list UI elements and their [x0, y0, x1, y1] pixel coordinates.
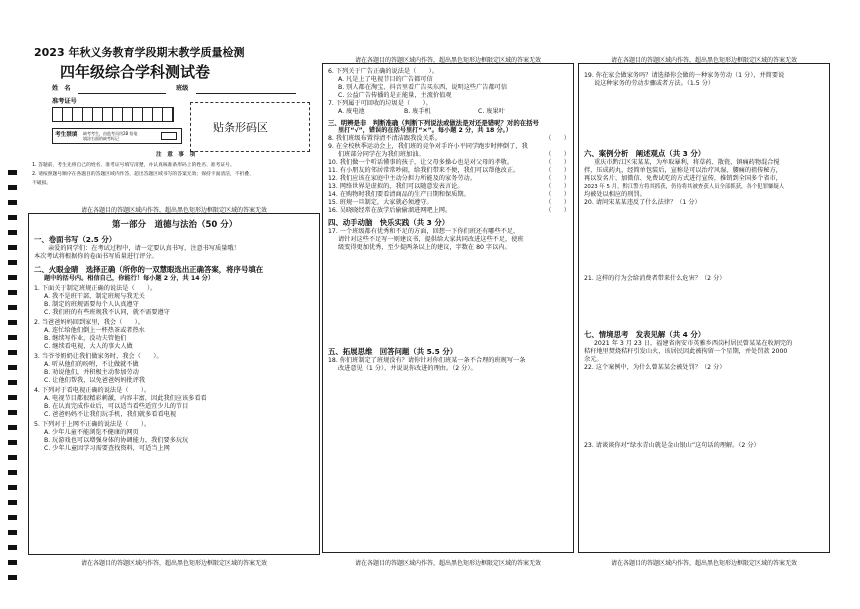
q7: 7. 下列属于可回收的垃圾是（ ）。	[328, 100, 432, 107]
absence-text1: 缺考考生，由监考员用2B 铅笔	[83, 131, 138, 136]
col3-notice-bottom: 请在各题目的答题区域内作答，超出黑色矩形边框限定区域的答案无效	[610, 560, 797, 567]
q5: 5. 下列对于上网不正确的说法是（ ）。	[34, 421, 151, 428]
case7-line1: 2021 年 3 月 23 日，福建省南安市英雅乡西岗村居民曾某某在收割完的	[594, 340, 793, 347]
q7-option-b: B. 废手机	[404, 108, 431, 115]
q1-option-b: B. 制定的班规需要每个人认真遵守	[44, 301, 139, 308]
q5-option-b: B. 玩游戏也可以增强身体的协调能力，我们要多玩玩	[44, 437, 189, 444]
q19-cont: 说这种家务的劳动步骤或者方法。（1.5 分）	[594, 80, 715, 87]
column-2-content	[328, 68, 570, 373]
col1-notice-top: 请在各题目的答题区域内作答，超出黑色矩形边框限定区域的答案无效	[80, 207, 267, 214]
q4-option-c: C. 爸爸妈妈不让我们玩手机，我们就多看看电视	[44, 411, 177, 418]
exam-number-label: 准考证号	[52, 98, 77, 105]
section-3-title-2: 里打“√”，错误的在括号里打“×”。每小题 2 分，共 18 分。）	[338, 127, 512, 134]
q1: 1. 下面关于制定班规正确的说法是（ ）。	[34, 285, 157, 292]
exam-header	[30, 40, 320, 200]
col1-notice-bottom: 请在各题目的答题区域内作答，超出黑色矩形边框限定区域的答案无效	[80, 560, 267, 567]
judge-16-paren[interactable]: （ ）	[545, 207, 570, 214]
judge-9-cont: 们班部分同学在为我们班加油。	[338, 151, 425, 158]
q21: 21. 这样的行为会给消费者带来什么危害？（2 分）	[584, 275, 726, 282]
q4-option-a: A. 电视节目都很精彩刺激，内容丰富，因此我们应该多看看	[44, 395, 207, 402]
col3-notice-top: 请在各题目的答题区域内作答，超出黑色矩形边框限定区域的答案无效	[610, 57, 797, 64]
q6-option-a: A. 凡是上了电视节目的广告都可信	[338, 76, 433, 83]
q5-option-a: A. 少年儿童不能浏览不健康的网页	[44, 429, 139, 436]
q5-option-c: C. 少年儿童因学习需要查找资料，可适当上网	[44, 445, 170, 452]
section-1-title: 一、卷面书写（2.5 分）	[34, 235, 117, 244]
q4: 4. 下列对于看电视正确的说法是（ ）。	[34, 387, 151, 394]
exam-title-line2: 四年级综合学科测试卷	[60, 63, 211, 81]
q3-option-c: C. 让他们帮我，以免爸爸妈妈批评我	[44, 377, 146, 384]
absence-text2: 填涂右面的缺考标记	[83, 136, 119, 141]
note-3: 不破损。	[32, 181, 52, 186]
case6-line3: 再以发名片、加微信、免费试吃的方式进行宣传，推销到全国多个省市，	[584, 175, 782, 182]
judge-15-paren[interactable]: （ ）	[545, 199, 570, 206]
q2: 2. 当爸爸妈妈回到家里，我会（ ）。	[34, 319, 144, 326]
s1-line1: 亲爱的同学们：在考试过程中，请一定要认真书写，注意书写质量哦！	[48, 245, 240, 252]
q6-option-b: B. 别人都在淘宝、抖音里看广告买东西，说明这些广告都可信	[338, 84, 508, 91]
q2-option-c: C. 继续看电视，大人的事大人做	[44, 343, 133, 350]
barcode-label: 贴条形码区	[213, 121, 268, 134]
case7-line3: 余元。	[584, 356, 603, 363]
case6-line4: 2023 年 5 月，黔江警方将其抓获，仍待将其被查获人员全部抓获，各个犯罪嫌疑人	[584, 184, 785, 190]
column-3-content	[584, 72, 826, 450]
judge-15: 15. 班规一旦制定，大家就必须遵守。	[328, 199, 433, 206]
judge-8: 8. 我们班级布置得清不清洁跟我没关系。	[328, 135, 442, 142]
judge-10-paren[interactable]: （ ）	[545, 159, 570, 166]
name-label: 姓 名	[52, 85, 71, 92]
judge-8-paren[interactable]: （ ）	[545, 135, 570, 142]
q7-option-c: C. 废果叶	[478, 108, 505, 115]
q20: 20. 请问宋某某违反了什么法律？（1 分）	[584, 199, 701, 206]
exam-title-line1: 2023 年秋义务教育学段期末教学质量检测	[34, 46, 245, 59]
q17: 17. 一个班级都有优秀和不足的方面，回想一下你们班还有哪些不足，	[328, 228, 520, 235]
s1-line2: 本次考试将根据你的卷面书写质量进行评分。	[34, 253, 158, 260]
section-2-title: 二、火眼金睛 选择正确（所你的一双慧眼选出正确答案，将序号填在	[34, 265, 264, 274]
judge-11-paren[interactable]: （ ）	[545, 167, 570, 174]
note-1: 1. 答题前，考生先将自己的姓名、准考证号填写清楚，并认真核准条形码上的姓名、准考证号。	[32, 163, 235, 168]
section-4-title: 四、动手动脑 快乐实践（共 3 分）	[328, 218, 450, 227]
q1-option-a: A. 我不是班干部，制定班规与我无关	[44, 293, 145, 300]
q19: 19. 你在家会做家务吗？请选择你会做的一种家务劳动（1 分），并简要说	[584, 72, 785, 79]
absence-sign-label: 考生禁填	[55, 132, 78, 138]
part-title: 第一部分 道德与法治（50 分）	[112, 220, 238, 230]
section-3-title: 三、明辨是非 判断准确（判断下列说法或做法是对还是错呢？对的在括号	[328, 119, 539, 127]
col2-notice-top: 请在各题目的答题区域内作答，超出黑色矩形边框限定区域的答案无效	[354, 57, 541, 64]
q17-answer-space[interactable]	[328, 252, 570, 346]
q17-cont2: 级变得更加优秀，至少提两条以上的建议，字数在 80 字以内。	[338, 244, 511, 251]
notes-title: 注 意 事 项	[156, 152, 196, 158]
judge-12: 12. 我们应该在家庭中主动分担力所能及的家务劳动。	[328, 175, 476, 182]
section-5-title: 五、拓展思维 回答问题（共 5.5 分）	[328, 347, 458, 356]
case6-line5: 均被处以相应的刑罚。	[584, 191, 646, 198]
q22: 22. 这个案例中，为什么曾某某会被处罚？（2 分）	[584, 364, 726, 371]
case6-line1: 重庆市黔江区宋某某，为牟取暴利，将草药、散瓷、镇痛药物混合搅	[594, 159, 780, 166]
judge-9: 9. 在全校秋季运动会上，我们班的竞争对手许小平同学跑步时摔倒了，我	[328, 143, 528, 150]
note-2: 2. 请按照题号顺序在各题目的答题区域内作答，超出答题区域书写的答案无效；保持卡面清洁，不折叠、	[32, 172, 254, 177]
q19-answer-space[interactable]	[584, 88, 826, 148]
case6-line2: 拌，压成药丸，经简单包装后，宣称是可以治疗风湿、腰痛的祖传秘方，	[584, 167, 782, 174]
absence-box	[52, 128, 182, 144]
q2-option-b: B. 继续写作业，没功夫管他们	[44, 335, 127, 342]
case7-line2: 秸秆地里焚烧秸秆引发山火，该居民因此被拘留一个星期，并处罚款 2000	[584, 348, 788, 355]
q3-option-b: B. 劝说他们，并积极主动参加劳动	[44, 369, 139, 376]
absence-mark-box[interactable]	[161, 132, 177, 140]
judge-9-paren[interactable]: （ ）	[545, 151, 570, 158]
q21-answer-space[interactable]	[584, 283, 826, 329]
section-7-title: 七、情境思考 发表见解（共 4 分）	[584, 330, 706, 339]
q17-cont1: 请针对这些不足写一则建议书，提供给大家共同改进这些不足，使班	[338, 236, 524, 243]
col2-notice-bottom: 请在各题目的答题区域内作答，超出黑色矩形边框限定区域的答案无效	[354, 560, 541, 567]
judge-13: 13. 网络世界是虚拟的，我们可以随意发表言论。	[328, 183, 464, 190]
section-6-title: 六、案例分析 阐述观点（共 3 分）	[584, 149, 706, 158]
section-2-title-2: 题中的括号内。相信自己，你能行！每小题 2 分，共 14 分）	[44, 275, 215, 282]
q6: 6. 下列关于广告正确的说法是（ ）。	[328, 68, 438, 75]
column-1-content	[34, 218, 316, 453]
class-label: 班级	[176, 85, 189, 92]
q3-option-a: A. 听从他们的吩咐，不让做就不做	[44, 361, 139, 368]
q6-option-c: C. 公益广告传播的是正能量，主流价值观	[338, 92, 452, 99]
judge-14: 14. 在购物时我们要看清商品的生产日期和保质期。	[328, 191, 470, 198]
judge-12-paren[interactable]: （ ）	[545, 175, 570, 182]
q4-option-b: B. 在认真完成作业后，可以适当看些适宜少儿的节目	[44, 403, 189, 410]
exam-number-grid[interactable]	[52, 107, 174, 122]
judge-10: 10. 我们做一个听话懂事的孩子，让父母多操心也是对父母的孝敬。	[328, 159, 514, 166]
binding-marks	[8, 60, 20, 600]
q22-answer-space[interactable]	[584, 372, 826, 442]
barcode-area	[190, 102, 310, 152]
q7-option-a: A. 废电池	[338, 108, 365, 115]
q18-cont: 改进意见（1 分），并说说你改进的理由。（2 分）。	[338, 365, 477, 372]
q3: 3. 当爷爷奶奶让我们做家务时，我会（ ）。	[34, 353, 163, 360]
q20-answer-space[interactable]	[584, 207, 826, 275]
judge-14-paren[interactable]: （ ）	[545, 191, 570, 198]
judge-13-paren[interactable]: （ ）	[545, 183, 570, 190]
judge-11: 11. 有小朋友的邻居常常吵闹，给我们带来不便，我们可以帮他改正。	[328, 167, 520, 174]
q2-option-a: A. 连忙给他们倒上一杯热茶或者热水	[44, 327, 145, 334]
q18: 18. 你们班制定了班规没有？请你针对你们班某一条不合理的班规写一条	[328, 357, 526, 364]
judge-16: 16. 吴晓晓经常在放学后偷偷溜进网吧上网。	[328, 207, 452, 214]
q1-option-c: C. 我们班的有些班规我不认同，就不需要遵守	[44, 309, 170, 316]
q23: 23. 请谈谈你对“绿水青山就是金山银山”这句话的理解。（2 分）	[584, 442, 760, 449]
